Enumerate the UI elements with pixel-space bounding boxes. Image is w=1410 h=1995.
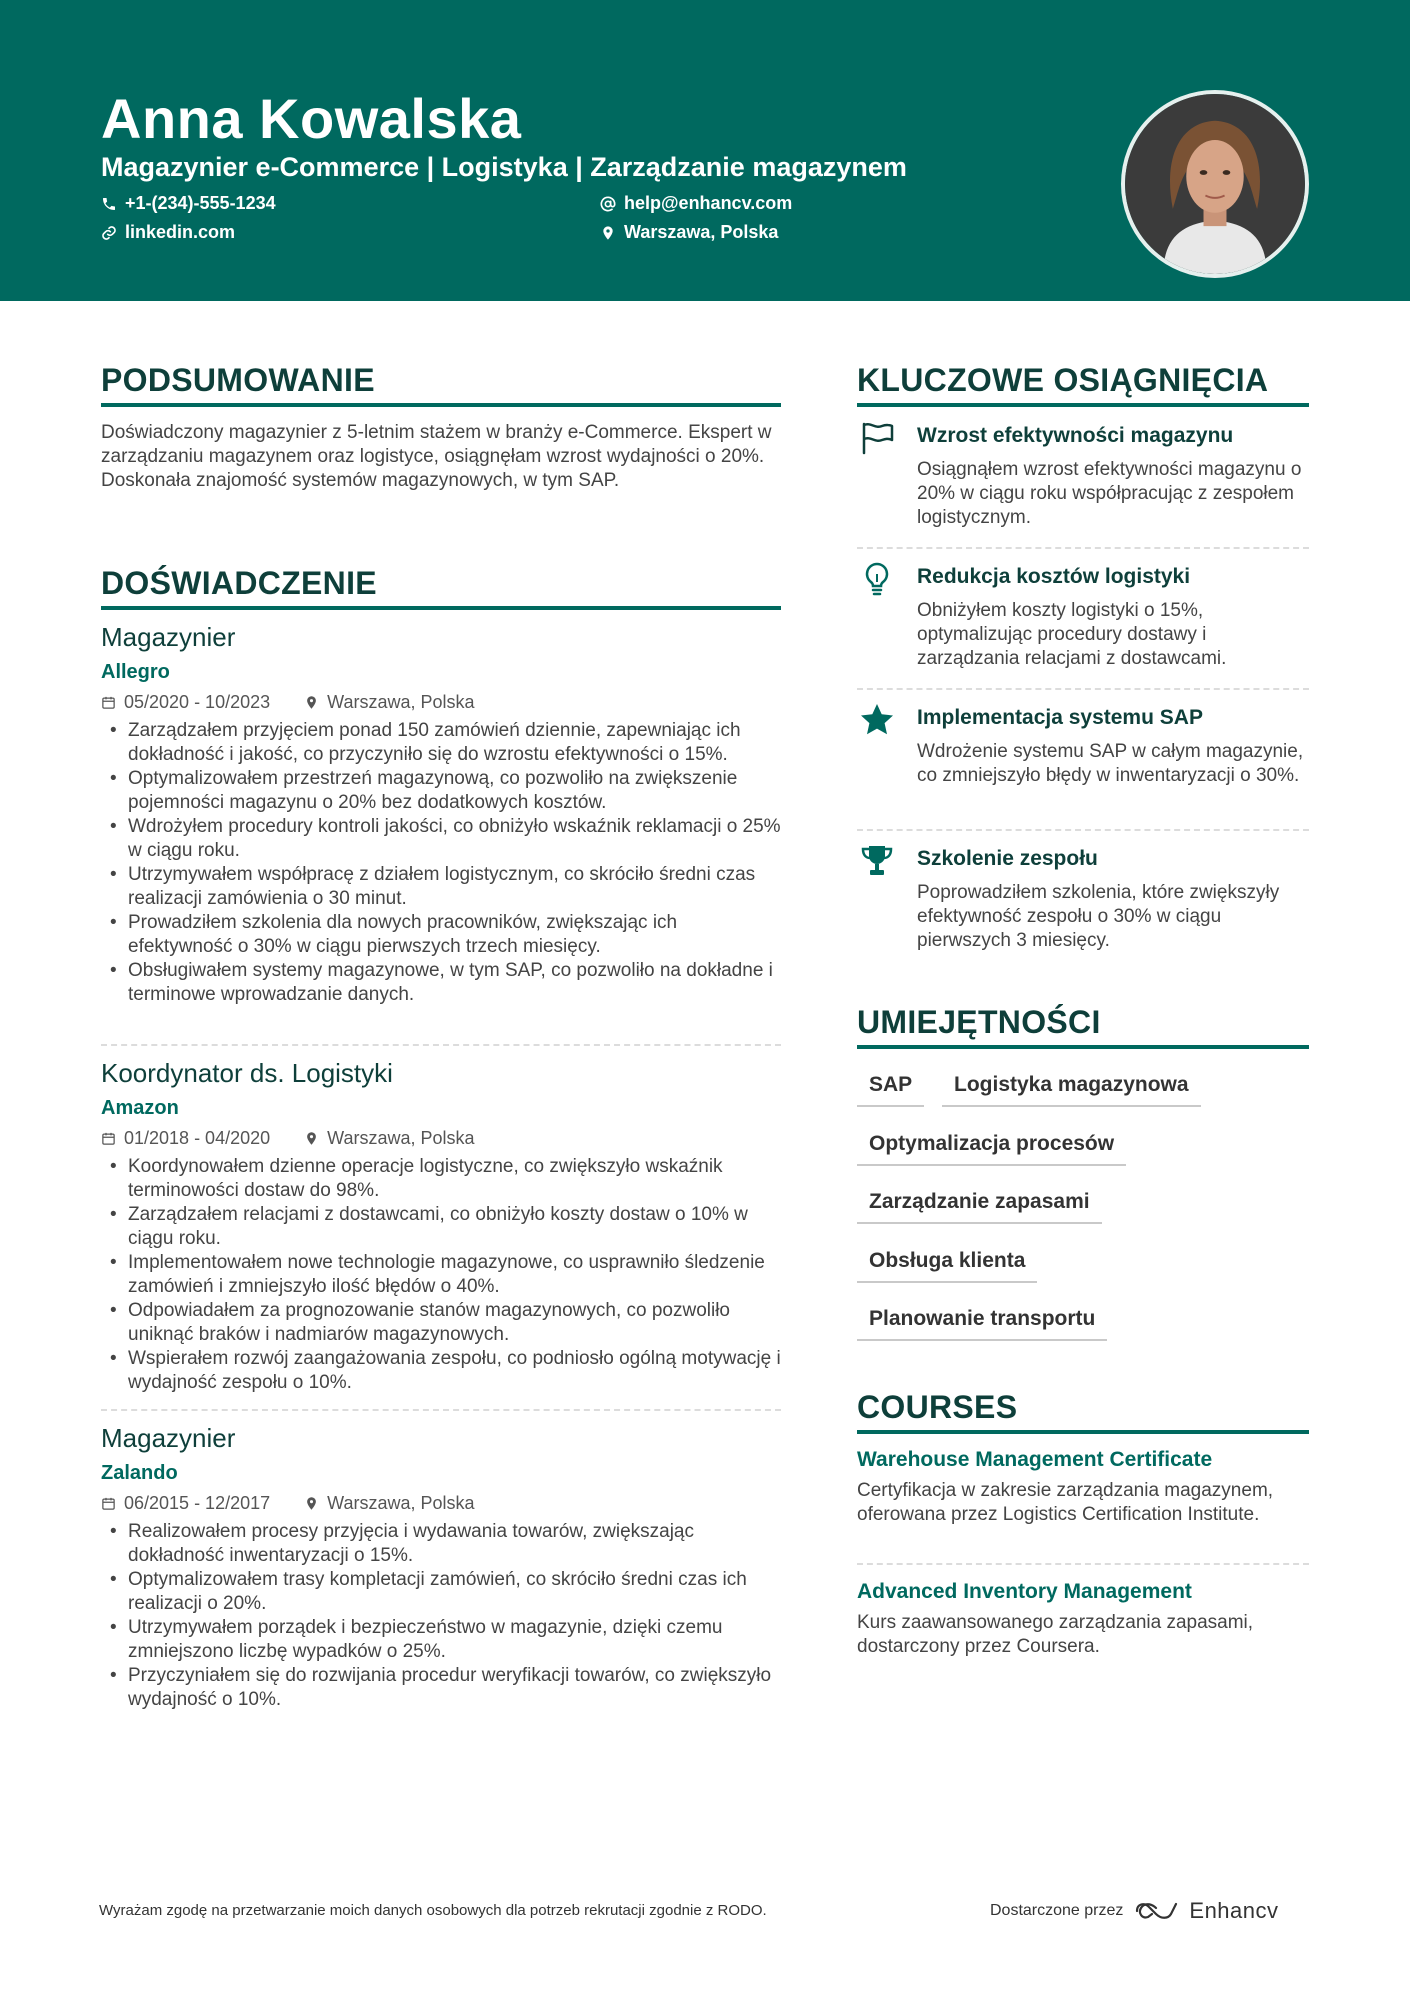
job-dates: 01/2018 - 04/2020 bbox=[124, 1128, 271, 1148]
divider bbox=[101, 1044, 781, 1046]
trophy-icon bbox=[859, 843, 895, 879]
skill-tag: Obsługa klienta bbox=[857, 1249, 1037, 1283]
footer-powered-by: Dostarczone przez bbox=[990, 1902, 1124, 1919]
location-text: Warszawa, Polska bbox=[624, 222, 779, 242]
contact-linkedin[interactable] bbox=[101, 222, 235, 243]
footer-brand-name: Enhancv bbox=[1189, 1898, 1279, 1923]
job-bullet: • Wspierałem rozwój zaangażowania zespołu, co podniosło ogólną motywację i wydajność zespołu o 10%. bbox=[101, 1347, 781, 1395]
divider bbox=[857, 688, 1309, 690]
skill-tag: Optymalizacja procesów bbox=[857, 1132, 1126, 1166]
job-company: Amazon bbox=[101, 1097, 179, 1119]
contact-location bbox=[600, 222, 778, 243]
divider bbox=[101, 1409, 781, 1411]
calendar-icon bbox=[101, 1496, 116, 1511]
enhancv-logo-icon bbox=[1133, 1899, 1179, 1923]
candidate-name: Anna Kowalska bbox=[101, 87, 522, 150]
star-icon bbox=[859, 702, 895, 738]
skill-tag: Planowanie transportu bbox=[857, 1307, 1107, 1341]
job-location: Warszawa, Polska bbox=[327, 1128, 475, 1148]
job-bullets bbox=[101, 1520, 781, 1712]
achievement-text: Poprowadziłem szkolenia, które zwiększyły efektywność zespołu o 30% w ciągu pierwszych 3 miesięcy. bbox=[917, 882, 1280, 951]
section-title-courses: COURSES bbox=[857, 1389, 1309, 1434]
job-bullet: • Koordynowałem dzienne operacje logistyczne, co zwiększyło wskaźnik terminowości dostaw do 98%. bbox=[101, 1155, 781, 1203]
job-bullet: • Optymalizowałem przestrzeń magazynową, co pozwoliło na zwiększenie pojemności magazynu o 20% bez dodatkowych kosztów. bbox=[101, 767, 781, 815]
skill-tag: Zarządzanie zapasami bbox=[857, 1190, 1102, 1224]
divider bbox=[857, 829, 1309, 831]
job-bullet: • Odpowiadałem za prognozowanie stanów magazynowych, co pozwoliło uniknąć braków i nadmiarów magazynowych. bbox=[101, 1299, 781, 1347]
job-bullets bbox=[101, 719, 781, 1007]
section-title-experience: DOŚWIADCZENIE bbox=[101, 565, 781, 610]
job-bullet: • Prowadziłem szkolenia dla nowych pracowników, zwiększając ich efektywność o 30% w ciągu pierwszych trzech miesięcy. bbox=[101, 911, 781, 959]
job-bullet: • Optymalizowałem trasy kompletacji zamówień, co skróciło średni czas ich realizacji o 20%. bbox=[101, 1568, 781, 1616]
skill-tag: Logistyka magazynowa bbox=[942, 1073, 1201, 1107]
job-role: Magazynier bbox=[101, 1423, 236, 1453]
job-dates: 05/2020 - 10/2023 bbox=[124, 692, 271, 712]
summary-text: Doświadczony magazynier z 5-letnim stażem w branży e-Commerce. Ekspert w zarządzaniu magazynem oraz logistyce, osiągnęłam wzrost wydajności o 20%. Doskonała znajomość systemów magazynowych, w tym SAP. bbox=[101, 422, 772, 491]
course-title: Warehouse Management Certificate bbox=[857, 1448, 1213, 1471]
candidate-tagline: Magazynier e-Commerce | Logistyka | Zarządzanie magazynem bbox=[101, 152, 907, 182]
flag-icon bbox=[859, 420, 895, 456]
divider bbox=[857, 547, 1309, 549]
calendar-icon bbox=[101, 1131, 116, 1146]
course-text: Kurs zaawansowanego zarządzania zapasami, dostarczony przez Coursera. bbox=[857, 1612, 1254, 1657]
divider bbox=[857, 1563, 1309, 1565]
achievement-text: Osiągnąłem wzrost efektywności magazynu o 20% w ciągu roku współpracując z zespołem logistycznym. bbox=[917, 459, 1302, 528]
header-banner bbox=[0, 0, 1410, 301]
lightbulb-icon bbox=[859, 561, 895, 597]
linkedin-text: linkedin.com bbox=[125, 222, 236, 242]
link-icon bbox=[101, 225, 117, 241]
job-bullet: • Implementowałem nowe technologie magazynowe, co usprawniło śledzenie zamówień i zmniejszyło ilość błędów o 40%. bbox=[101, 1251, 781, 1299]
achievement-title: Redukcja kosztów logistyki bbox=[917, 565, 1191, 588]
section-title-skills: UMIEJĘTNOŚCI bbox=[857, 1004, 1309, 1049]
location-pin-icon bbox=[600, 225, 616, 241]
contact-phone[interactable] bbox=[101, 193, 276, 214]
achievement-title: Szkolenie zespołu bbox=[917, 847, 1098, 870]
achievement-title: Wzrost efektywności magazynu bbox=[917, 424, 1234, 447]
job-company: Allegro bbox=[101, 661, 170, 683]
calendar-icon bbox=[101, 695, 116, 710]
job-bullet: • Utrzymywałem współpracę z działem logistycznym, co skróciło średni czas realizacji zamówienia o 30 minut. bbox=[101, 863, 781, 911]
job-location: Warszawa, Polska bbox=[327, 692, 475, 712]
job-meta bbox=[101, 1493, 781, 1514]
email-text: help@enhancv.com bbox=[624, 193, 793, 213]
job-entry bbox=[101, 1423, 781, 1712]
job-dates: 06/2015 - 12/2017 bbox=[124, 1493, 271, 1513]
job-bullet: • Obsługiwałem systemy magazynowe, w tym SAP, co pozwoliło na dokładne i terminowe wprowadzanie danych. bbox=[101, 959, 781, 1007]
section-title-summary: PODSUMOWANIE bbox=[101, 362, 781, 407]
achievement-text: Obniżyłem koszty logistyki o 15%, optymalizując procedury dostawy i zarządzania relacjami z dostawcami. bbox=[917, 600, 1227, 669]
job-entry bbox=[101, 1058, 781, 1395]
job-role: Magazynier bbox=[101, 622, 236, 652]
phone-text: +1-(234)-555-1234 bbox=[125, 193, 276, 213]
job-bullets bbox=[101, 1155, 781, 1395]
job-meta bbox=[101, 1128, 781, 1149]
job-bullet: • Zarządzałem przyjęciem ponad 150 zamówień dziennie, zapewniając ich dokładność i jakość, co przyczyniło się do wzrostu efektywności o 15%. bbox=[101, 719, 781, 767]
job-bullet: • Utrzymywałem porządek i bezpieczeństwo w magazynie, dzięki czemu zmniejszono liczbę wypadków o 25%. bbox=[101, 1616, 781, 1664]
section-title-achievements: KLUCZOWE OSIĄGNIĘCIA bbox=[857, 362, 1309, 407]
location-pin-icon bbox=[304, 695, 319, 710]
job-bullet: • Realizowałem procesy przyjęcia i wydawania towarów, zwiększając dokładność inwentaryzacji o 15%. bbox=[101, 1520, 781, 1568]
footer-consent: Wyrażam zgodę na przetwarzanie moich danych osobowych dla potrzeb rekrutacji zgodnie z RODO. bbox=[99, 1902, 767, 1919]
job-location: Warszawa, Polska bbox=[327, 1493, 475, 1513]
job-entry bbox=[101, 622, 781, 1007]
job-bullet: • Przyczyniałem się do rozwijania procedur weryfikacji towarów, co zwiększyło wydajność o 10%. bbox=[101, 1664, 781, 1712]
footer-brand[interactable] bbox=[990, 1898, 1279, 1924]
job-bullet: • Wdrożyłem procedury kontroli jakości, co obniżyło wskaźnik reklamacji o 25% w ciągu roku. bbox=[101, 815, 781, 863]
course-title: Advanced Inventory Management bbox=[857, 1580, 1192, 1603]
job-bullet: • Zarządzałem relacjami z dostawcami, co obniżyło koszty dostaw o 10% w ciągu roku. bbox=[101, 1203, 781, 1251]
course-text: Certyfikacja w zakresie zarządzania magazynem, oferowana przez Logistics Certification Institute. bbox=[857, 1480, 1274, 1525]
phone-icon bbox=[101, 196, 117, 212]
at-icon bbox=[600, 196, 616, 212]
achievement-text: Wdrożenie systemu SAP w całym magazynie, co zmniejszyło błędy w inwentaryzacji o 30%. bbox=[917, 741, 1304, 786]
contact-email[interactable] bbox=[600, 193, 792, 214]
location-pin-icon bbox=[304, 1131, 319, 1146]
job-company: Zalando bbox=[101, 1462, 178, 1484]
job-role: Koordynator ds. Logistyki bbox=[101, 1058, 393, 1088]
achievement-title: Implementacja systemu SAP bbox=[917, 706, 1203, 729]
skill-tag: SAP bbox=[857, 1073, 924, 1107]
location-pin-icon bbox=[304, 1496, 319, 1511]
profile-photo bbox=[1121, 90, 1309, 278]
job-meta bbox=[101, 692, 781, 713]
